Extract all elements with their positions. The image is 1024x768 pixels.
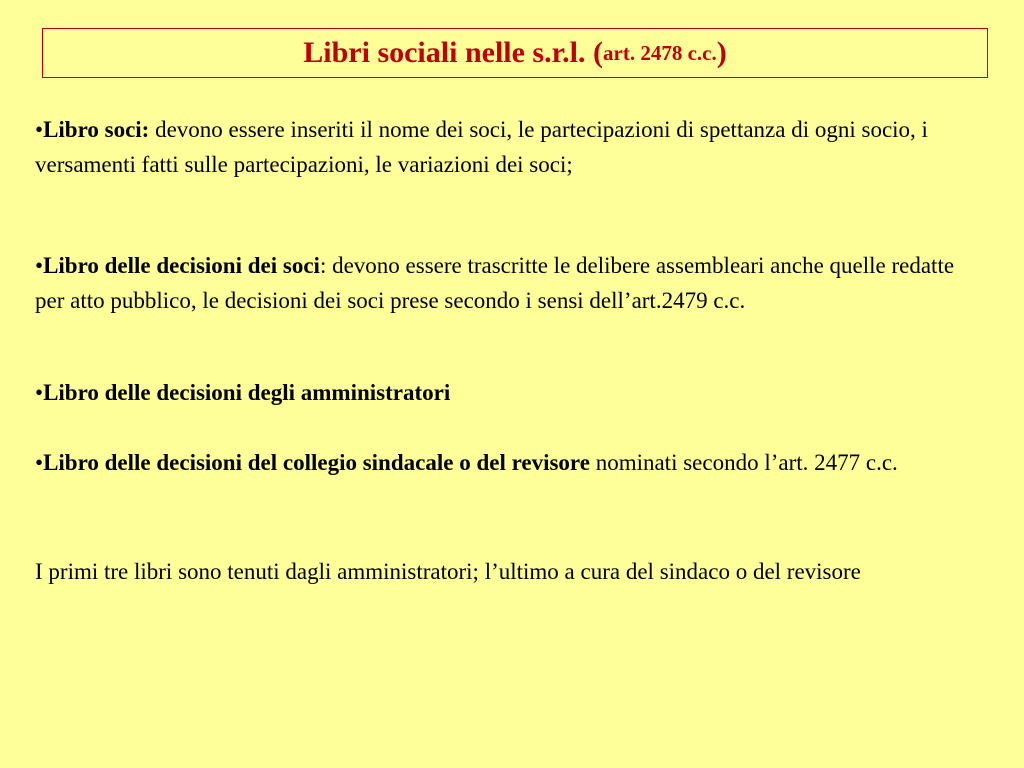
- bullet-decisioni-soci: [35, 248, 985, 318]
- slide-title-box: [42, 28, 988, 78]
- bullet-text: nominati secondo l’art. 2477 c.c.: [589, 450, 898, 475]
- bullet-heading: Libro delle decisioni del collegio sindacale o del revisore: [43, 450, 590, 475]
- bullet-heading: Libro delle decisioni degli amministratori: [43, 380, 451, 405]
- closing-note: I primi tre libri sono tenuti dagli amministratori; l’ultimo a cura del sindaco o del revisore: [35, 559, 861, 584]
- bullet-icon: •: [35, 117, 44, 142]
- bullet-icon: •: [35, 450, 44, 475]
- bullet-heading: Libro delle decisioni dei soci: [43, 253, 320, 278]
- bullet-text: devono essere inseriti il nome dei soci, le partecipazioni di spettanza di ogni socio, i versamenti fatti sulle partecipazioni, le variazioni dei soci;: [35, 117, 928, 177]
- bullet-heading: Libro soci:: [43, 117, 150, 142]
- bullet-libro-soci: [35, 112, 985, 182]
- bullet-text: : devono essere trascritte le delibere assembleari anche quelle redatte per atto pubblico, le decisioni dei soci prese secondo i sensi dell’art.2479 c.c.: [35, 253, 955, 313]
- bullet-icon: •: [35, 253, 44, 278]
- bullet-icon: •: [35, 380, 44, 405]
- slide-title-close: ): [716, 36, 727, 69]
- slide-title-article: art. 2478 c.c.: [603, 40, 717, 65]
- bullet-decisioni-collegio: [35, 445, 898, 480]
- slide-title: Libri sociali nelle s.r.l. (: [303, 36, 603, 69]
- bullet-decisioni-amministratori: [35, 375, 450, 410]
